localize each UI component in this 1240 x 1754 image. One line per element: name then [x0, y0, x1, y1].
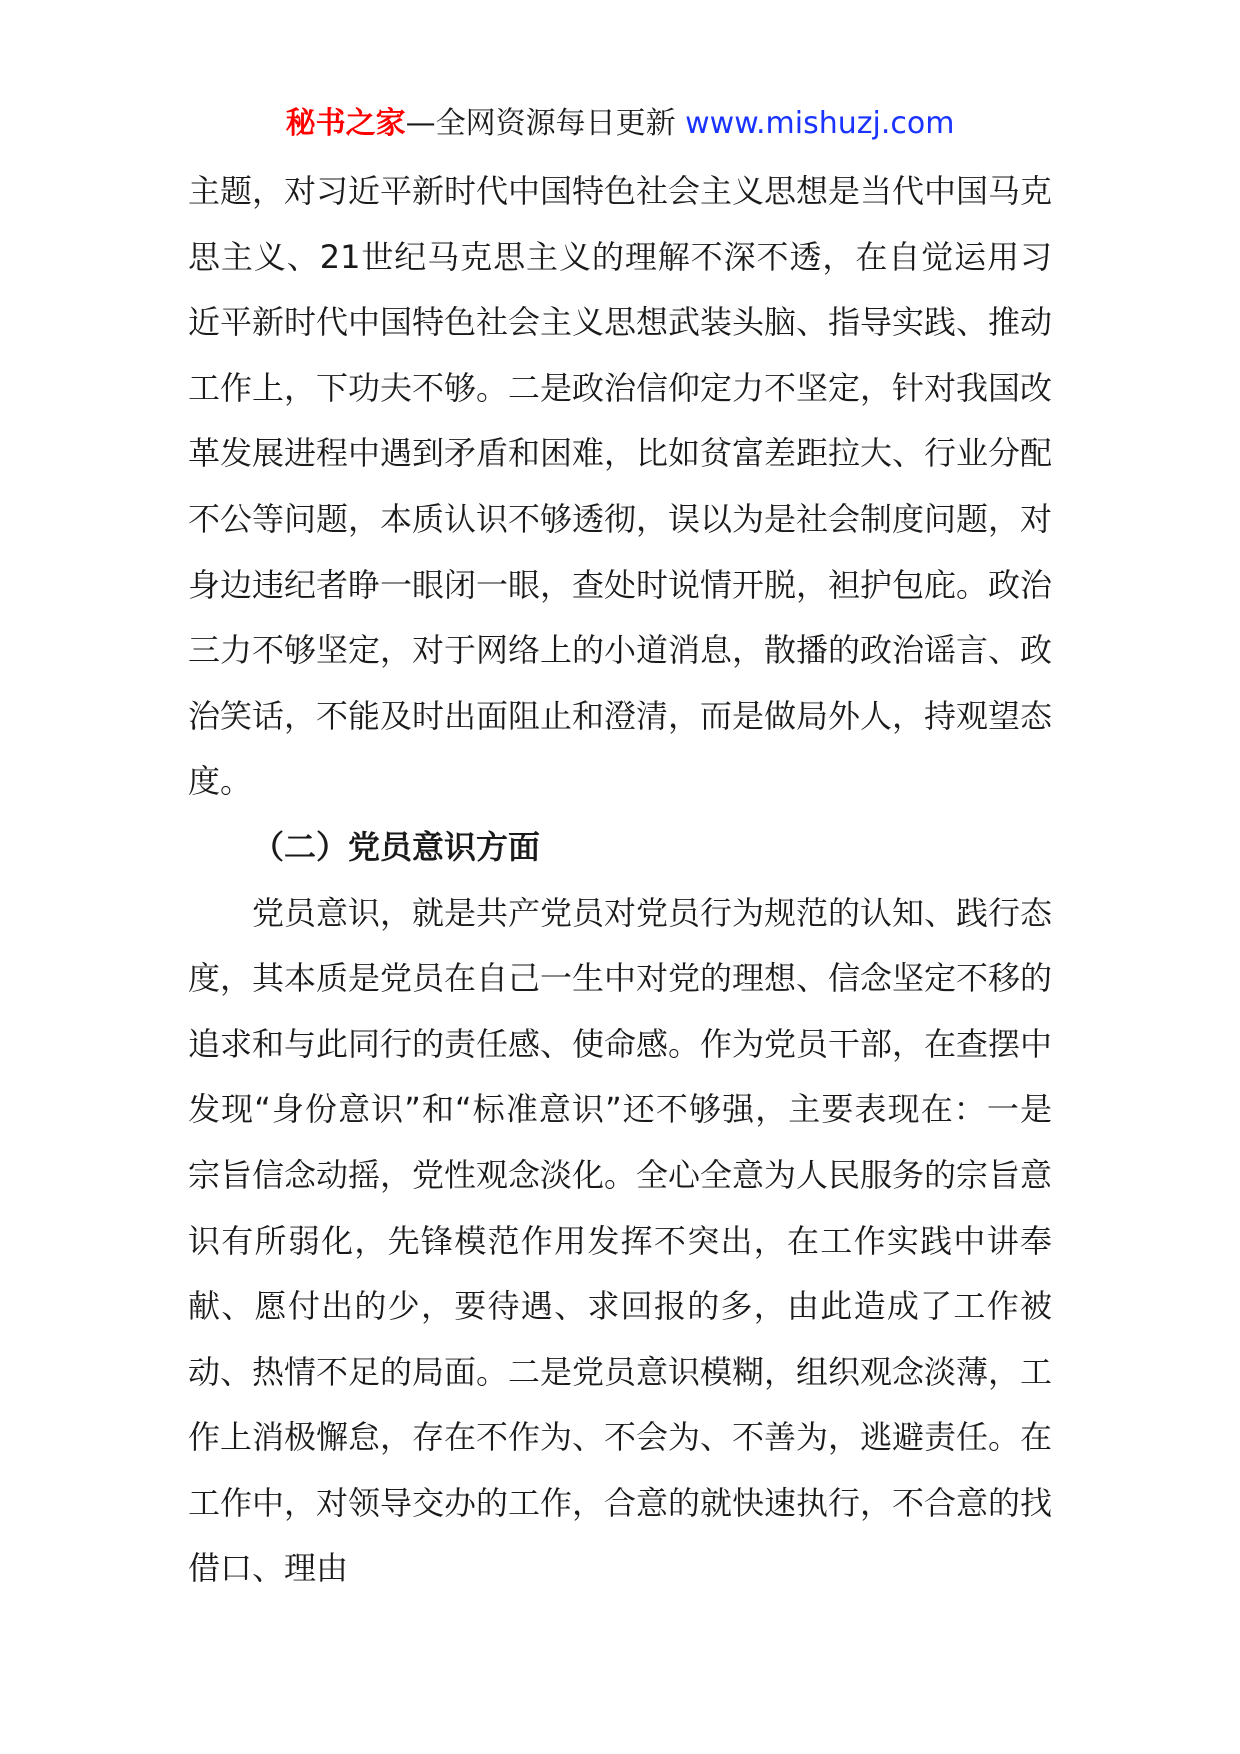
brand-name: 秘书之家: [285, 106, 406, 141]
body-paragraph-continued: 主题，对习近平新时代中国特色社会主义思想是当代中国马克思主义、21世纪马克思主义的理解不深不透，在自觉运用习近平新时代中国特色社会主义思想武装头脑、指导实践、推动工作上，下功夫不够。二是政治信仰定力不坚定，针对我国改革发展进程中遇到矛盾和困难，比如贫富差距拉大、行业分配不公等问题，本质认识不够透彻，误以为是社会制度问题，对身边违纪者睁一眼闭一眼，查处时说情开脱，袒护包庇。政治三力不够坚定，对于网络上的小道消息，散播的政治谣言、政治笑话，不能及时出面阻止和澄清，而是做局外人，持观望态度。: [188, 172, 1053, 801]
website-link[interactable]: www.mishuzj.com: [685, 106, 955, 141]
body-paragraph: 党员意识，就是共产党员对党员行为规范的认知、践行态度，其本质是党员在自己一生中对党的理想、信念坚定不移的追求和与此同行的责任感、使命感。作为党员干部，在查摆中发现“身份意识”和“标准意识”还不够强，主要表现在：一是宗旨信念动摇，党性观念淡化。全心全意为人民服务的宗旨意识有所弱化，先锋模范作用发挥不突出，在工作实践中讲奉献、愿付出的少，要待遇、求回报的多，由此造成了工作被动、热情不足的局面。二是党员意识模糊，组织观念淡薄，工作上消极懈怠，存在不作为、不会为、不善为，逃避责任。在工作中，对领导交办的工作，合意的就快速执行，不合意的找借口、理由: [188, 893, 1053, 1588]
section-heading: （二）党员意识方面: [252, 827, 541, 866]
document-body: [188, 159, 1052, 1602]
header-tagline: —全网资源每日更新: [405, 106, 676, 141]
page-header: [0, 104, 1240, 144]
